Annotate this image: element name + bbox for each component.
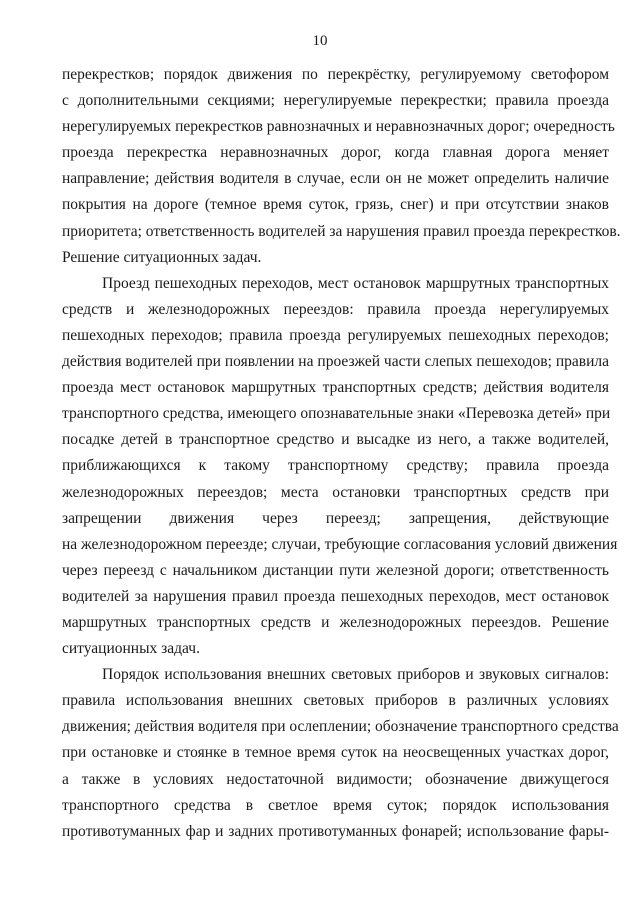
text-line: железнодорожных переездов; места остановки транспортных средств при xyxy=(62,483,609,501)
text-line: нерегулируемых перекрестков равнозначных и неравнозначных дорог; очередность xyxy=(62,118,615,136)
text-line: посадке детей в транспортное средство и высадке из него, а также водителей, xyxy=(62,431,609,449)
text-line: средств и железнодорожных переездов: правила проезда нерегулируемых xyxy=(62,300,609,318)
text-line: с дополнительными секциями; нерегулируемые перекрестки; правила проезда xyxy=(62,92,609,110)
text-line: при остановке и стоянке в темное время суток на неосвещенных участках дорог, xyxy=(62,744,609,762)
text-line: пешеходных переходов; правила проезда регулируемых пешеходных переходов; xyxy=(62,326,609,344)
text-line: транспортного средства в светлое время суток; порядок использования xyxy=(62,796,609,814)
text-line: а также в условиях недостаточной видимости; обозначение движущегося xyxy=(62,770,609,788)
paragraph-lighting xyxy=(62,662,619,845)
text-line: через переезд с начальником дистанции пути железной дороги; ответственность xyxy=(62,561,609,579)
text-line: покрытия на дороге (темное время суток, грязь, снег) и при отсутствии знаков xyxy=(62,196,609,214)
text-line: Решение ситуационных задач. xyxy=(62,248,262,266)
text-line: приоритета; ответственность водителей за нарушения правил проезда перекрестков. xyxy=(62,222,621,240)
paragraph-intersections xyxy=(62,62,621,271)
text-line: движения; действия водителя при ослеплении; обозначение транспортного средства xyxy=(62,718,619,736)
text-line: транспортного средства, имеющего опознавательные знаки «Перевозка детей» при xyxy=(62,405,611,423)
text-line: направление; действия водителя в случае, если он не может определить наличие xyxy=(62,170,609,188)
text-line: ситуационных задач. xyxy=(62,640,200,658)
page-number: 10 xyxy=(312,33,328,49)
paragraph-crossings xyxy=(62,271,618,662)
text-line: приближающихся к такому транспортному средству; правила проезда xyxy=(62,457,609,475)
text-line: проезда мест остановок маршрутных транспортных средств; действия водителя xyxy=(62,379,609,397)
text-line: водителей за нарушения правил проезда пешеходных переходов, мест остановок xyxy=(62,587,609,605)
text-line: правила использования внешних световых приборов в различных условиях xyxy=(62,692,609,710)
text-line: действия водителей при появлении на проезжей части слепых пешеходов; правила xyxy=(62,353,609,371)
text-line: перекрестков; порядок движения по перекрёстку, регулируемому светофором xyxy=(62,66,609,83)
text-line: Проезд пешеходных переходов, мест остановок маршрутных транспортных xyxy=(102,274,609,292)
text-line: Порядок использования внешних световых приборов и звуковых сигналов: xyxy=(102,666,609,684)
text-line: проезда перекрестка неравнозначных дорог, когда главная дорога меняет xyxy=(62,144,609,162)
text-line: на железнодорожном переезде; случаи, требующие согласования условий движения xyxy=(62,535,618,553)
text-line: противотуманных фар и задних противотуманных фонарей; использование фары- xyxy=(62,822,609,840)
body-text xyxy=(62,62,621,845)
text-line: маршрутных транспортных средств и железнодорожных переездов. Решение xyxy=(62,613,609,631)
text-line: запрещении движения через переезд; запрещения, действующие xyxy=(62,509,609,527)
